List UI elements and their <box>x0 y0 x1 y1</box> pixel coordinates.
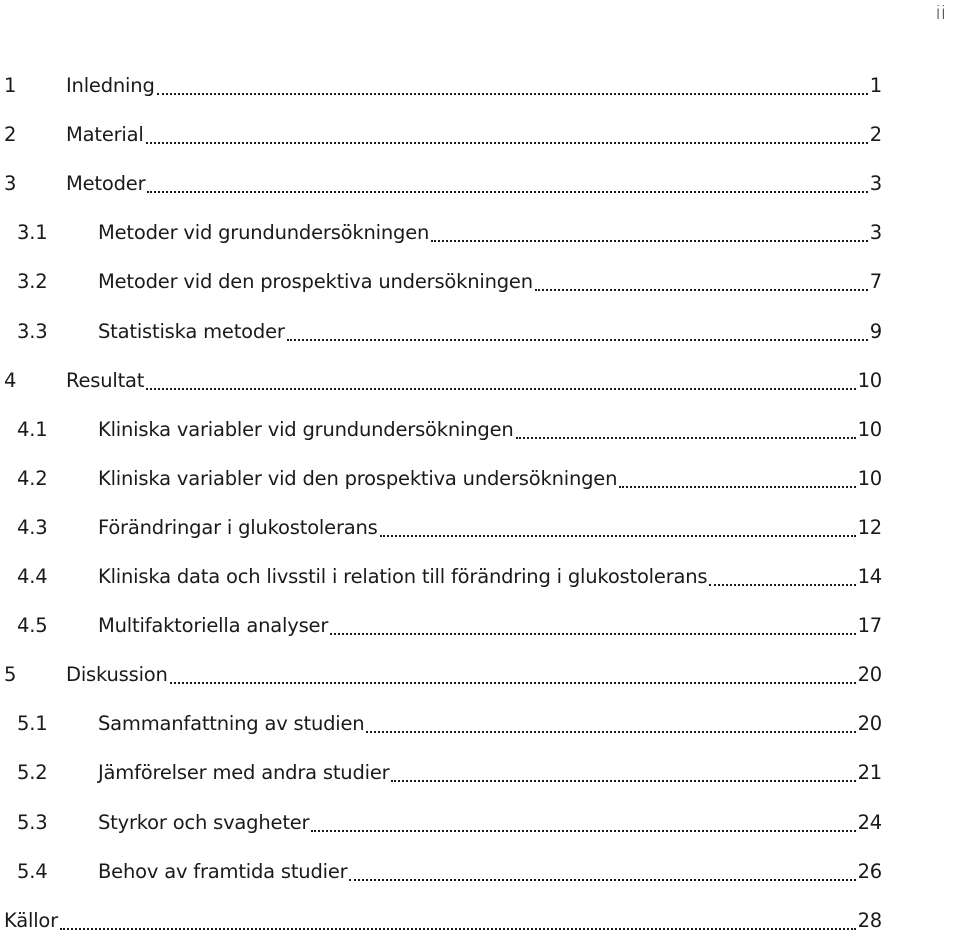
toc-leader-dots <box>60 901 856 941</box>
toc-leader-dots <box>349 852 856 892</box>
toc-leader-dots <box>157 66 868 106</box>
toc-entry[interactable] <box>0 312 960 352</box>
toc-entry-page: 12 <box>857 515 882 539</box>
toc-entry[interactable] <box>0 508 960 548</box>
toc-entry-title: Metoder vid grundundersökningen <box>98 221 430 245</box>
toc-entry-title: Källor <box>4 908 58 932</box>
toc-entry[interactable] <box>0 606 960 646</box>
toc-entry-number: 4.1 <box>17 417 48 441</box>
toc-entry[interactable] <box>0 164 960 204</box>
toc-entry-page: 2 <box>869 123 882 147</box>
toc-leader-dots <box>516 410 856 450</box>
toc-entry-number: 3.2 <box>17 270 48 294</box>
toc-leader-dots <box>170 655 856 695</box>
toc-leader-dots <box>147 164 868 204</box>
toc-entry[interactable] <box>0 901 960 941</box>
toc-entry[interactable] <box>0 410 960 450</box>
toc-entry-title: Sammanfattning av studien <box>98 712 365 736</box>
toc-leader-dots <box>330 606 856 646</box>
toc-entry[interactable] <box>0 557 960 597</box>
toc-leader-dots <box>619 459 856 499</box>
toc-entry-title: Kliniska data och livsstil i relation till förändring i glukostolerans <box>98 565 708 588</box>
toc-leader-dots <box>146 361 856 401</box>
toc-entry[interactable] <box>0 115 960 155</box>
toc-entry-number: 5.3 <box>17 810 48 834</box>
toc-entry[interactable] <box>0 213 960 253</box>
toc-entry-page: 3 <box>869 221 882 245</box>
toc-entry-number: 4 <box>4 368 17 392</box>
toc-entry-number: 4.2 <box>17 466 48 490</box>
toc-entry-page: 21 <box>857 761 882 785</box>
toc-entry-title: Diskussion <box>66 663 168 687</box>
toc-leader-dots <box>535 262 868 302</box>
toc-entry-number: 4.5 <box>17 614 48 638</box>
toc-entry-title: Material <box>66 123 144 147</box>
toc-entry-title: Resultat <box>66 368 145 392</box>
toc-leader-dots <box>391 753 856 793</box>
toc-leader-dots <box>431 213 868 253</box>
toc-leader-dots <box>709 557 856 597</box>
toc-entry-page: 1 <box>869 74 882 97</box>
toc-entry-page: 26 <box>857 859 882 883</box>
toc-entry-number: 5 <box>4 663 17 687</box>
toc-entry-page: 28 <box>857 908 882 932</box>
toc-entry-page: 17 <box>857 614 882 638</box>
toc-entry[interactable] <box>0 803 960 843</box>
toc-entry[interactable] <box>0 66 960 106</box>
toc-entry-page: 10 <box>857 417 882 441</box>
toc-entry-page: 10 <box>857 368 882 392</box>
toc-leader-dots <box>146 115 868 155</box>
toc-entry-title: Metoder <box>66 172 146 196</box>
toc-entry-page: 7 <box>869 270 882 294</box>
toc-entry[interactable] <box>0 704 960 744</box>
toc-entry[interactable] <box>0 459 960 499</box>
toc-entry-title: Jämförelser med andra studier <box>98 761 390 785</box>
toc-entry-title: Behov av framtida studier <box>98 859 348 883</box>
toc-entry[interactable] <box>0 361 960 401</box>
toc-entry-title: Metoder vid den prospektiva undersökningen <box>98 270 533 294</box>
toc-entry[interactable] <box>0 753 960 793</box>
toc-entry-number: 5.4 <box>17 859 48 883</box>
toc-entry[interactable] <box>0 262 960 302</box>
toc-entry-page: 3 <box>869 172 882 196</box>
toc-entry-title: Statistiska metoder <box>98 319 285 343</box>
toc-entry-title: Multifaktoriella analyser <box>98 614 329 638</box>
toc-entry-page: 24 <box>857 810 882 834</box>
toc-entry-number: 3.1 <box>17 221 48 245</box>
toc-entry-title: Kliniska variabler vid grundundersökningen <box>98 417 514 441</box>
toc-entry[interactable] <box>0 655 960 695</box>
toc-entry-number: 3 <box>4 172 17 196</box>
toc-entry-number: 4.4 <box>17 565 48 588</box>
toc-entry-title: Kliniska variabler vid den prospektiva undersökningen <box>98 466 618 490</box>
toc-entry[interactable] <box>0 852 960 892</box>
toc-entry-page: 10 <box>857 466 882 490</box>
toc-entry-number: 2 <box>4 123 17 147</box>
toc-entry-number: 5.2 <box>17 761 48 785</box>
toc-leader-dots <box>380 508 856 548</box>
toc-entry-title: Inledning <box>66 74 155 97</box>
toc-leader-dots <box>287 312 868 352</box>
toc-entry-number: 3.3 <box>17 319 48 343</box>
toc-entry-page: 20 <box>857 712 882 736</box>
toc-entry-title: Förändringar i glukostolerans <box>98 515 378 539</box>
page-number: ii <box>935 2 946 24</box>
toc-entry-number: 4.3 <box>17 515 48 539</box>
toc-leader-dots <box>311 803 856 843</box>
toc-entry-title: Styrkor och svagheter <box>98 810 310 834</box>
toc-entry-number: 5.1 <box>17 712 48 736</box>
toc-entry-number: 1 <box>4 74 17 97</box>
toc-entry-page: 9 <box>869 319 882 343</box>
toc-leader-dots <box>366 704 856 744</box>
toc-entry-page: 20 <box>857 663 882 687</box>
toc-entry-page: 14 <box>857 565 882 588</box>
